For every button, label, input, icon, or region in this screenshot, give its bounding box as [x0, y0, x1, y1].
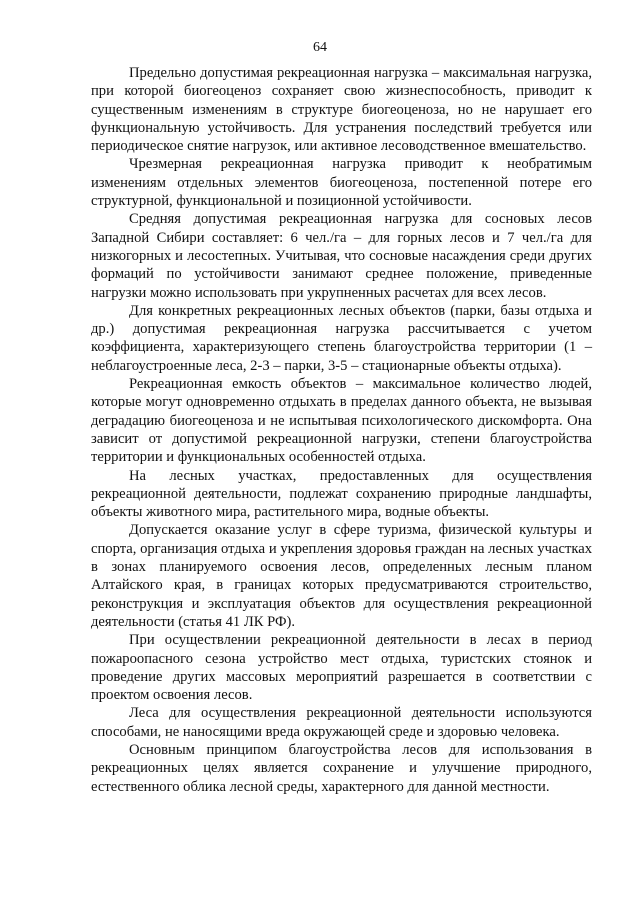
paragraph-average-load: Средняя допустимая рекреационная нагрузка для сосновых лесов Западной Сибири составляет: 6 чел./га – для горных лесов и 7 чел./га для низкогорных и лесостепных. Учитывая, что сосновые насаждения среди других формаций по устойчивости занимают среднее положение, приведенные нагрузки можно использовать при укрупненных расчетах для всех лесов. — [91, 211, 592, 301]
body-text — [91, 64, 592, 796]
paragraph-preservation: На лесных участках, предоставленных для осуществления рекреационной деятельности, подлежат сохранению природные ландшафты, объекты животного мира, растительного мира, водные объекты. — [91, 467, 592, 521]
page-number: 64 — [313, 40, 327, 55]
paragraph-services: Допускается оказание услуг в сфере туризма, физической культуры и спорта, организация отдыха и укрепления здоровья граждан на лесных участках в зонах планируемого освоения лесов, определенных лесным планом Алтайского края, в границах которых предусматриваются строительство, реконструкция и эксплуатация объектов для осуществления рекреационной деятельности (статья 41 ЛК РФ). — [91, 522, 592, 630]
paragraph-excessive-load: Чрезмерная рекреационная нагрузка приводит к необратимым изменениям отдельных элементов биогеоценоза, постепенной потере его структурной, функциональной и позиционной устойчивости. — [91, 156, 592, 210]
paragraph-usage-methods: Леса для осуществления рекреационной деятельности используются способами, не наносящими вреда окружающей среде и здоровью человека. — [91, 705, 592, 740]
paragraph-capacity: Рекреационная емкость объектов – максимальное количество людей, которые могут одновременно отдыхать в пределах данного объекта, не вызывая деградацию биогеоценоза и не испытывая психологического дискомфорта. Она зависит от допустимой рекреационной нагрузки, степени благоустройства территории и функциональных особенностей отдыха. — [91, 376, 592, 466]
paragraph-main-principle: Основным принципом благоустройства лесов для использования в рекреационных целях является сохранение и улучшение природного, естественного облика лесной среды, характерного для данной местности. — [91, 741, 592, 795]
paragraph-max-load: Предельно допустимая рекреационная нагрузка – максимальная нагрузка, при которой биогеоценоз сохраняет свою жизнеспособность, приводит к существенным изменениям в структуре биогеоценоза, но не нарушает его функциональную устойчивость. Для устранения последствий требуется или периодическое снятие нагрузок, или активное лесоводственное вмешательство. — [91, 65, 592, 155]
paragraph-specific-objects: Для конкретных рекреационных лесных объектов (парки, базы отдыха и др.) допустимая рекреационная нагрузка рассчитывается с учетом коэффициента, характеризующего степень благоустройства территории (1 – неблагоустроенные леса, 2-3 – парки, 3-5 – стационарные объекты отдыха). — [91, 302, 592, 374]
paragraph-fire-season: При осуществлении рекреационной деятельности в лесах в период пожароопасного сезона устройство мест отдыха, туристских стоянок и проведение других массовых мероприятий разрешается в соответствии с проектом освоения лесов. — [91, 632, 592, 704]
